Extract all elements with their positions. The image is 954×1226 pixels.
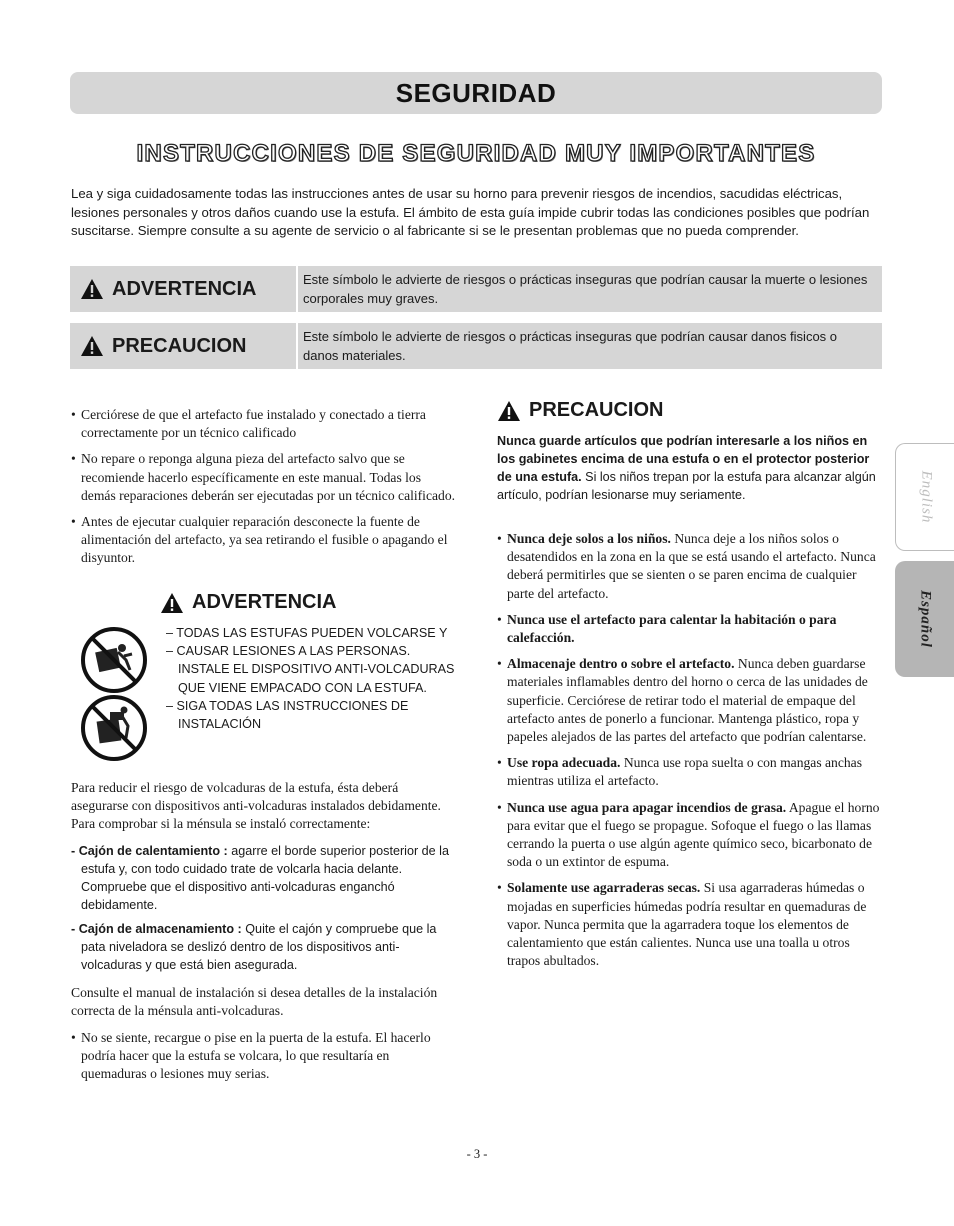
check-label: - Cajón de calentamiento :	[71, 843, 228, 858]
list-item-text: Nunca deben guardarse materiales inflamables dentro del horno o cerca de las unidades de superficie. Cerciórese de retirar todo el material de empaque del artefacto antes de ponerlo a funcionar. Mantenga plástico, ropa y papeles alejados de las partes del artefacto que podrían calentarse.	[507, 656, 868, 745]
warning-triangle-icon	[80, 335, 104, 357]
list-item-bold: Solamente use agarraderas secas.	[507, 880, 701, 896]
warning-triangle-icon	[80, 278, 104, 300]
caution-label: PRECAUCION	[112, 334, 247, 357]
precaution-heading	[497, 399, 663, 422]
tab-english[interactable]	[895, 443, 954, 551]
list-item: • No repare o reponga alguna pieza del artefacto salvo que se recomiende hacerlo específicamente en este manual. Todas los demás reparaciones deberán ser ejecutadas por un técnico calificado.	[71, 450, 455, 505]
check-text: Quite el cajón y compruebe que la pata niveladora se deslizó dentro de los dispositivos anti-volcaduras y que está bien asegurada.	[81, 921, 437, 972]
tipover-warning-list	[166, 624, 456, 733]
tab-espanol[interactable]	[895, 561, 954, 677]
no-sitting-on-door-icon	[80, 694, 148, 762]
list-item	[497, 655, 881, 746]
divider	[296, 266, 298, 312]
lead-text: Si los niños trepan por la estufa para alcanzar algún artículo, podrían lesionarse muy seriamente.	[497, 470, 876, 502]
left-column	[71, 406, 455, 576]
tab-espanol-label: Español	[917, 590, 933, 648]
list-item-text: Apague el horno para evitar que el fuego se propague. Sofoque el fuego o las llamas cerrando la puerta o use algún agente químico seco, bicarbonato de soda o un extintor de espuma.	[507, 799, 880, 870]
left-column-lower	[71, 779, 455, 1092]
warning-description: Este símbolo le advierte de riesgos o prácticas inseguras que podrían causar la muerte o lesiones corporales muy graves.	[303, 272, 868, 306]
list-item: – SIGA TODAS LAS INSTRUCCIONES DE INSTALACIÓN	[166, 698, 409, 732]
list-item-bold: Nunca use agua para apagar incendios de grasa.	[507, 799, 787, 815]
check-text: agarre el borde superior posterior de la estufa y, con todo cuidado trate de volcarla hacia delante. Compruebe que el dispositivo anti-volcaduras enganchó debidamente.	[81, 843, 449, 912]
tipover-warning-label: ADVERTENCIA	[192, 591, 337, 613]
warning-symbol-box	[70, 266, 882, 312]
warning-triangle-icon	[160, 592, 184, 614]
check-item	[71, 920, 455, 974]
list-item	[497, 754, 881, 790]
tab-english-label: English	[918, 470, 934, 524]
list-item-bold: Almacenaje dentro o sobre el artefacto.	[507, 656, 735, 672]
page-number: - 3 -	[466, 1147, 488, 1161]
list-item-bold: Nunca deje solos a los niños.	[507, 531, 671, 546]
list-item: • Cerciórese de que el artefacto fue instalado y conectado a tierra correctamente por un técnico calificado	[71, 406, 455, 442]
precaution-label: PRECAUCION	[529, 399, 664, 421]
warning-label: ADVERTENCIA	[112, 277, 257, 300]
warning-triangle-icon	[497, 400, 521, 422]
list-item: – TODAS LAS ESTUFAS PUEDEN VOLCARSE Y	[166, 626, 448, 640]
right-column	[497, 530, 881, 978]
reduce-risk-paragraph: Para reducir el riesgo de volcaduras de la estufa, ésta deberá asegurarse con dispositivos anti-volcaduras instalados debidamente. Para comprobar si la ménsula se instaló correctamente:	[71, 780, 441, 832]
list-item	[497, 879, 881, 970]
lead-bold: Nunca guarde artículos que podrían interesarle a los niños en los gabinetes encima de una estufa o en el protector posterior de una estufa.	[497, 434, 870, 484]
intro-paragraph: Lea y siga cuidadosamente todas las instrucciones antes de usar su horno para prevenir riesgos de incendios, sacudidas eléctricas, lesiones personales y otros daños cuando use la estufa. El ámbito de esta guía impide cubrir todas las condiciones posibles que podrían suscitarse. Siempre consulte a su agente de servicio o al fabricante si se le presentan problemas que no pueda comprender.	[71, 186, 870, 238]
section-title: SEGURIDAD	[395, 77, 557, 108]
check-item	[71, 842, 455, 914]
list-item-bold: Use ropa adecuada.	[507, 755, 621, 771]
list-item-text: Si usa agarraderas húmedas o mojadas en superficies húmedas podría resultar en quemaduras de vapor. Nunca permita que la agarradera toque los elementos de calentamiento que están calientes. Nunca use una toalla u otros trapos abultados.	[507, 880, 867, 969]
list-item-text: Nunca deje a los niños solos o desatendidos en la zona en la que se está usando el artefacto. Nunca deberá permitirles que se sienten o se paren encima de cualquier parte del artefacto.	[507, 531, 876, 601]
divider	[296, 323, 298, 369]
list-item-text: Nunca use ropa suelta o con mangas anchas mientras utiliza el artefacto.	[507, 755, 863, 789]
caution-symbol-box	[70, 323, 882, 369]
list-item	[497, 530, 881, 603]
precaution-lead	[497, 432, 881, 504]
list-item: – CAUSAR LESIONES A LAS PERSONAS. INSTALE EL DISPOSITIVO ANTI-VOLCADURAS QUE VIENE EMPACADO CON LA ESTUFA.	[166, 644, 455, 695]
list-item-bold: Nunca use el artefacto para calentar la habitación o para calefacción.	[507, 611, 837, 646]
section-title-bar	[70, 72, 882, 114]
caution-description: Este símbolo le advierte de riesgos o prácticas inseguras que podrían causar danos fisicos o danos materiales.	[303, 329, 838, 363]
list-item	[497, 799, 881, 872]
list-item: • Antes de ejecutar cualquier reparación desconecte la fuente de alimentación del artefacto, ya sea retirando el fusible o apagando el disyuntor.	[71, 513, 455, 568]
check-label: - Cajón de almacenamiento :	[71, 921, 242, 936]
no-climbing-icon	[80, 626, 148, 694]
list-item	[497, 611, 881, 647]
list-item: • No se siente, recargue o pise en la puerta de la estufa. El hacerlo podría hacer que la estufa se volcara, lo que resultaría en quemaduras o lesiones muy serias.	[71, 1029, 455, 1084]
consult-paragraph: Consulte el manual de instalación si desea detalles de la instalación correcta de la ménsula anti-volcaduras.	[71, 984, 438, 1018]
page-subtitle: INSTRUCCIONES DE SEGURIDAD MUY IMPORTANTES	[136, 140, 816, 167]
tipover-warning-heading	[160, 591, 336, 614]
